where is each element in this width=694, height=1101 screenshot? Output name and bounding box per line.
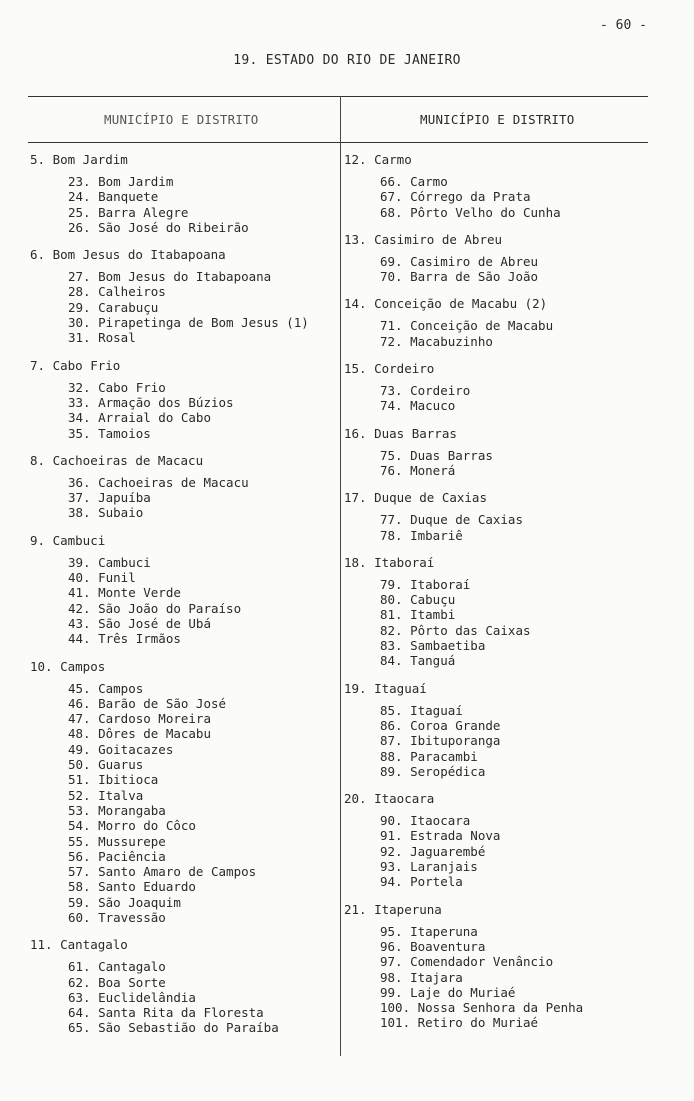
- district-item: 84. Tanguá: [380, 653, 456, 669]
- district-list: [344, 577, 644, 669]
- municipio-block: [30, 358, 330, 441]
- municipio-block: [344, 361, 644, 414]
- district-item: 97. Comendador Venâncio: [380, 954, 554, 970]
- district-item: 56. Paciência: [68, 848, 166, 864]
- district-item: 47. Cardoso Moreira: [68, 711, 211, 727]
- district-item: 91. Estrada Nova: [380, 828, 501, 844]
- municipio-name: 6. Bom Jesus do Itabapoana: [30, 247, 226, 263]
- municipio-block: [344, 152, 644, 220]
- district-item: 58. Santo Eduardo: [68, 879, 196, 895]
- district-item: 71. Conceição de Macabu: [380, 318, 554, 334]
- municipio-name: 12. Carmo: [344, 152, 412, 167]
- district-item: 51. Ibitioca: [68, 772, 159, 788]
- district-item: 31. Rosal: [68, 330, 136, 346]
- municipio-name: 5. Bom Jardim: [30, 152, 128, 167]
- municipio-block: [344, 232, 644, 285]
- district-item: 78. Imbariê: [380, 527, 463, 543]
- district-item: 96. Boaventura: [380, 938, 486, 954]
- district-item: 37. Japuíba: [68, 490, 151, 506]
- district-list: [344, 703, 644, 779]
- district-item: 74. Macuco: [380, 398, 456, 414]
- district-list: [30, 269, 330, 345]
- municipio-block: [344, 426, 644, 479]
- municipio-name: 14. Conceição de Macabu (2): [344, 296, 548, 312]
- district-list: [30, 380, 330, 441]
- district-item: 61. Cantagalo: [68, 959, 166, 975]
- district-item: 94. Portela: [380, 874, 463, 890]
- district-list: [344, 512, 644, 543]
- column-header-right: MUNICÍPIO E DISTRITO: [420, 112, 575, 127]
- municipio-name: 10. Campos: [30, 658, 106, 674]
- district-item: 54. Morro do Côco: [68, 818, 196, 834]
- municipio-block: [344, 791, 644, 889]
- district-item: 23. Bom Jardim: [68, 174, 174, 189]
- municipio-block: [30, 453, 330, 521]
- district-item: 30. Pirapetinga de Bom Jesus (1): [68, 315, 309, 331]
- district-item: 66. Carmo: [380, 174, 448, 189]
- district-item: 26. São José do Ribeirão: [68, 219, 249, 235]
- municipio-name: 16. Duas Barras: [344, 425, 457, 441]
- district-item: 40. Funil: [68, 570, 136, 586]
- district-item: 69. Casimiro de Abreu: [380, 253, 539, 269]
- district-item: 75. Duas Barras: [380, 447, 493, 463]
- district-item: 38. Subaio: [68, 505, 144, 521]
- district-item: 53. Morangaba: [68, 802, 166, 818]
- municipio-block: [30, 659, 330, 926]
- district-item: 57. Santo Amaro de Campos: [68, 864, 257, 880]
- district-item: 100. Nossa Senhora da Penha: [380, 1000, 584, 1016]
- district-item: 80. Cabuçu: [380, 592, 456, 608]
- district-item: 93. Laranjais: [380, 859, 478, 875]
- district-item: 28. Calheiros: [68, 284, 166, 300]
- district-item: 86. Coroa Grande: [380, 717, 501, 733]
- district-item: 60. Travessão: [68, 909, 166, 925]
- district-item: 92. Jaguarembé: [380, 843, 486, 859]
- municipio-name: 13. Casimiro de Abreu: [344, 231, 503, 247]
- district-item: 39. Cambuci: [68, 554, 151, 570]
- municipio-name: 21. Itaperuna: [344, 901, 442, 917]
- municipio-name: 7. Cabo Frio: [30, 357, 121, 373]
- district-list: [344, 174, 644, 220]
- district-item: 41. Monte Verde: [68, 585, 181, 601]
- district-item: 35. Tamoios: [68, 425, 151, 441]
- table-top-rule: [28, 96, 648, 97]
- district-item: 81. Itambi: [380, 607, 456, 623]
- district-item: 72. Macabuzinho: [380, 333, 493, 349]
- district-list: [344, 318, 644, 349]
- district-list: [344, 448, 644, 479]
- district-item: 32. Cabo Frio: [68, 379, 166, 395]
- district-item: 27. Bom Jesus do Itabapoana: [68, 269, 272, 285]
- municipio-block: [30, 152, 330, 235]
- district-item: 48. Dôres de Macabu: [68, 726, 211, 742]
- district-item: 33. Armação dos Búzios: [68, 394, 234, 410]
- district-item: 67. Córrego da Prata: [380, 189, 531, 205]
- district-item: 79. Itaboraí: [380, 576, 471, 592]
- district-list: [30, 959, 330, 1035]
- district-item: 52. Italva: [68, 787, 144, 803]
- district-item: 70. Barra de São João: [380, 269, 539, 285]
- district-item: 45. Campos: [68, 680, 144, 696]
- left-column: [30, 152, 330, 1036]
- district-item: 46. Barão de São José: [68, 695, 227, 711]
- page-title: 19. ESTADO DO RIO DE JANEIRO: [233, 53, 461, 68]
- column-header-left: MUNICÍPIO E DISTRITO: [104, 112, 259, 127]
- district-item: 44. Três Irmãos: [68, 631, 181, 647]
- district-item: 34. Arraial do Cabo: [68, 410, 211, 426]
- district-item: 24. Banquete: [68, 189, 159, 205]
- district-item: 83. Sambaetiba: [380, 638, 486, 654]
- municipio-block: [344, 490, 644, 543]
- district-list: [344, 383, 644, 414]
- district-item: 82. Pôrto das Caixas: [380, 622, 531, 638]
- district-item: 101. Retiro do Muriaé: [380, 1015, 539, 1031]
- district-item: 25. Barra Alegre: [68, 204, 189, 220]
- municipio-name: 11. Cantagalo: [30, 937, 128, 953]
- district-item: 77. Duque de Caxias: [380, 512, 523, 528]
- district-item: 68. Pôrto Velho do Cunha: [380, 204, 561, 220]
- district-item: 43. São José de Ubá: [68, 615, 211, 631]
- district-item: 49. Goitacazes: [68, 741, 174, 757]
- municipio-block: [344, 902, 644, 1031]
- municipio-name: 19. Itaguaí: [344, 680, 427, 696]
- district-item: 95. Itaperuna: [380, 923, 478, 939]
- district-list: [30, 174, 330, 235]
- district-item: 62. Boa Sorte: [68, 974, 166, 990]
- municipio-block: [30, 937, 330, 1035]
- district-item: 64. Santa Rita da Floresta: [68, 1005, 264, 1021]
- district-item: 73. Cordeiro: [380, 383, 471, 399]
- municipio-name: 18. Itaboraí: [344, 554, 435, 570]
- municipio-name: 20. Itaocara: [344, 791, 435, 807]
- district-item: 42. São João do Paraíso: [68, 600, 242, 616]
- page-number: - 60 -: [600, 18, 647, 33]
- district-item: 65. São Sebastião do Paraíba: [68, 1020, 279, 1036]
- district-item: 88. Paracambi: [380, 748, 478, 764]
- municipio-block: [344, 555, 644, 669]
- district-item: 55. Mussurepe: [68, 833, 166, 849]
- district-item: 87. Ibituporanga: [380, 733, 501, 749]
- district-item: 89. Seropédica: [380, 763, 486, 779]
- table-header-rule: [28, 142, 648, 143]
- district-list: [344, 924, 644, 1031]
- district-item: 98. Itajara: [380, 969, 463, 985]
- right-column: [344, 152, 644, 1031]
- district-list: [30, 681, 330, 926]
- municipio-name: 17. Duque de Caxias: [344, 490, 487, 506]
- district-item: 90. Itaocara: [380, 813, 471, 829]
- district-list: [344, 254, 644, 285]
- district-item: 99. Laje do Muriaé: [380, 984, 516, 1000]
- municipio-name: 9. Cambuci: [30, 532, 106, 548]
- district-item: 29. Carabuçu: [68, 299, 159, 315]
- district-item: 50. Guarus: [68, 757, 144, 773]
- municipio-block: [30, 247, 330, 345]
- district-item: 85. Itaguaí: [380, 702, 463, 718]
- district-item: 76. Monerá: [380, 462, 456, 478]
- district-item: 63. Euclidelândia: [68, 989, 196, 1005]
- district-list: [30, 475, 330, 521]
- district-item: 36. Cachoeiras de Macacu: [68, 474, 249, 490]
- district-list: [344, 813, 644, 889]
- district-item: 59. São Joaquim: [68, 894, 181, 910]
- column-divider: [340, 96, 341, 1056]
- municipio-block: [30, 533, 330, 647]
- municipio-name: 15. Cordeiro: [344, 361, 435, 377]
- municipio-name: 8. Cachoeiras de Macacu: [30, 452, 204, 468]
- municipio-block: [344, 296, 644, 349]
- district-list: [30, 555, 330, 647]
- municipio-block: [344, 681, 644, 779]
